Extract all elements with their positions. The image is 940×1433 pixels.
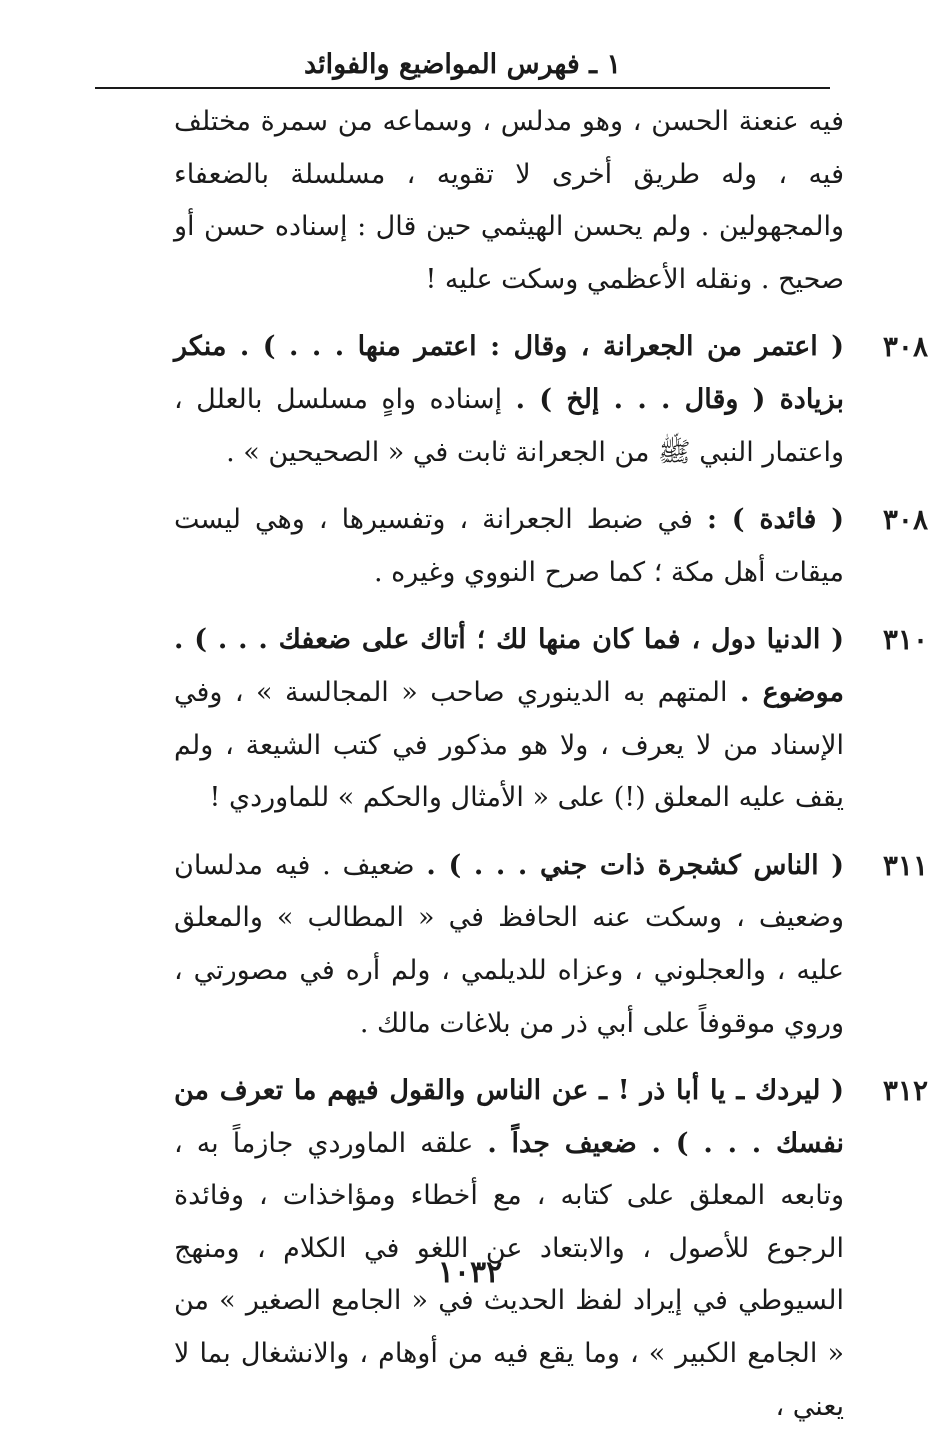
continuation-paragraph: فيه عنعنة الحسن ، وهو مدلس ، وسماعه من سمرة مختلف فيه ، وله طريق أخرى لا تقويه ، مسلسلة بالضعفاء والمجهولين . ولم يحسن الهيثمي حين قال : إسناده حسن أو صحيح . ونقله الأعظمي وسكت عليه ! — [174, 106, 844, 295]
index-entry — [174, 614, 928, 824]
header-rule — [95, 87, 830, 89]
index-entry — [174, 840, 928, 1050]
entry-number: ٣١٠ — [882, 623, 928, 657]
entry-text: إسناده واهٍ مسلسل بالعلل ، واعتمار النبي ﷺ من الجعرانة ثابت في « الصحيحين » . — [174, 383, 844, 468]
entry-text: ضعيف . فيه مدلسان وضعيف ، وسكت عنه الحافظ في « المطالب » والمعلق عليه ، والعجلوني ، وعزاه للديلمي ، ولم أره في مصورتي ، وروي موقوفاً على أبي ذر من بلاغات مالك . — [174, 849, 844, 1039]
entry-text: المتهم به الدينوري صاحب « المجالسة » ، وفي الإسناد من لا يعرف ، ولا هو مذكور في كتب الشيعة ، ولم يقف عليه المعلق (!) على « الأمثال والحكم » للماوردي ! — [174, 676, 844, 814]
entry-number: ٣١١ — [882, 848, 928, 882]
entry-number: ٣١٢ — [882, 1074, 928, 1108]
running-header: ١ ـ فهرس المواضيع والفوائد — [303, 49, 622, 80]
entry-number: ٣٠٨ — [882, 503, 928, 537]
entry-number: ٣٠٨ — [882, 330, 928, 364]
entry-heading: ( الناس كشجرة ذات جني . . . ) . — [426, 849, 844, 881]
page-number: ١٠٣٢ — [437, 1255, 503, 1290]
entry-heading: ( فائدة ) : — [706, 504, 844, 536]
entry-heading: ( الدنيا دول ، فما كان منها لك ؛ أتاك على ضعفك . . . ) . موضوع . — [174, 624, 844, 708]
index-entry — [174, 1065, 928, 1433]
index-body — [174, 96, 928, 1433]
entry-text: في ضبط الجعرانة ، وتفسيرها ، وهي ليست ميقات أهل مكة ؛ كما صرح النووي وغيره . — [174, 504, 844, 588]
entry-heading: ( ليردك ـ يا أبا ذر ! ـ عن الناس والقول فيهم ما تعرف من نفسك . . . ) . ضعيف جداً . — [174, 1075, 845, 1159]
entry-text: علقه الماوردي جازماً به ، وتابعه المعلق على كتابه ، مع أخطاء ومؤاخذات ، وفائدة الرجوع للأصول ، والابتعاد عن اللغو في الكلام ، ومنهج السيوطي في إيراد لفظ الحديث في « الجامع الصغير » من « الجامع الكبير » ، وما يقع فيه من أوهام ، والانشغال بما لا يعني ، — [174, 1127, 844, 1422]
index-entry — [174, 321, 928, 479]
entry-heading: ( اعتمر من الجعرانة ، وقال : اعتمر منها . . . ) . منكر بزيادة ( وقال . . . إلخ ) . — [174, 331, 844, 415]
index-entry — [174, 494, 928, 599]
